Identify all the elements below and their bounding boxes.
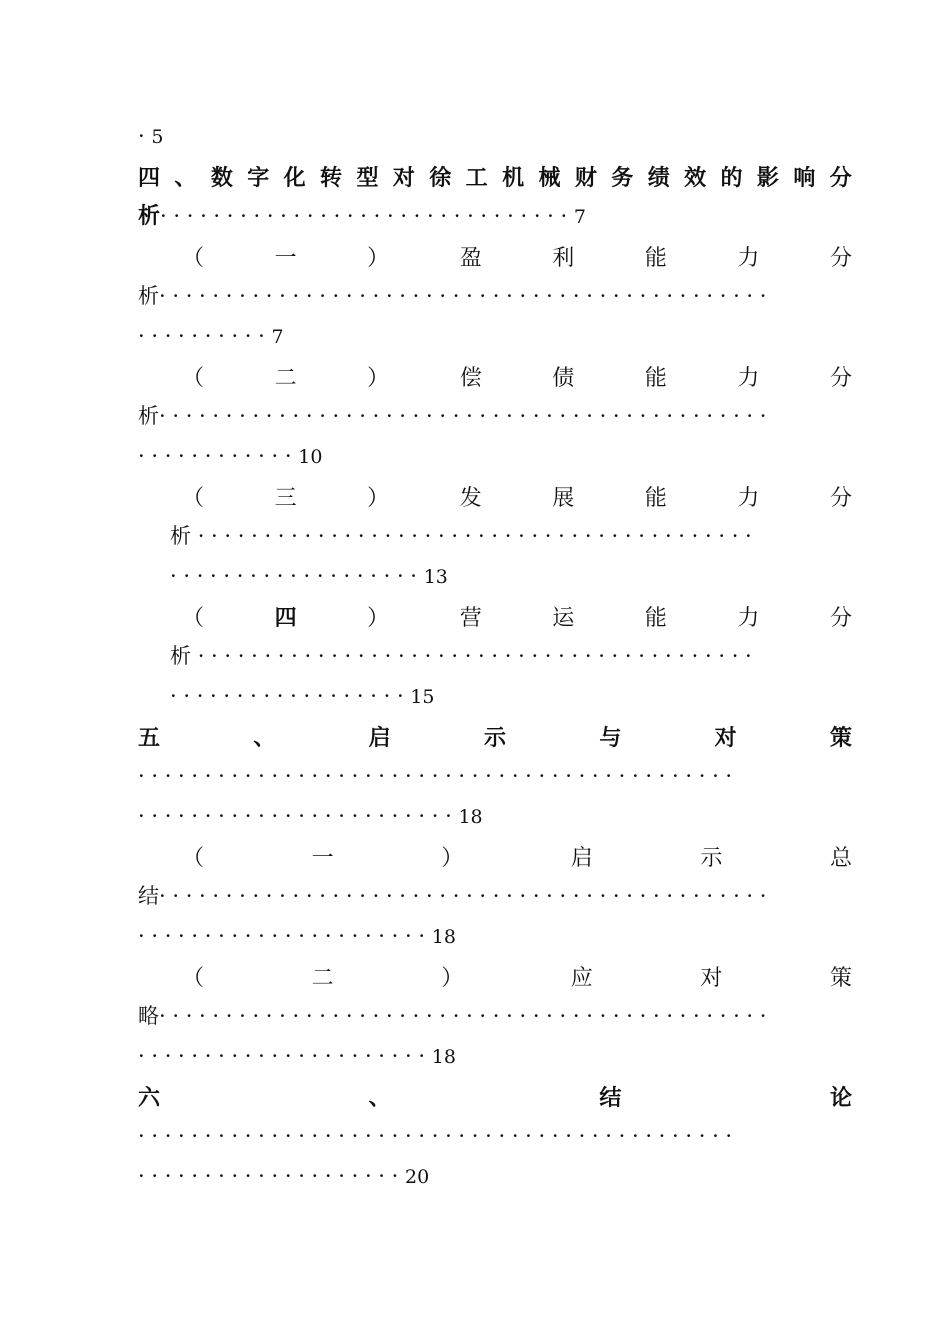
entry-char: ） (367, 605, 390, 631)
heading-char: 财 (574, 165, 597, 191)
entry-char: 二 (311, 965, 334, 991)
entry-char: 债 (552, 365, 575, 391)
page-number: 18 (431, 926, 456, 948)
entry-char: ） (441, 965, 464, 991)
leader-dots: · · · · · · · · · · · · · · · · · · · · · · · · · · · · · · · · · · · · · · · · · · · · · · (159, 884, 767, 908)
entry-char: 略 (138, 1004, 159, 1028)
page-number: 18 (458, 806, 483, 828)
entry-char: 应 (570, 965, 593, 991)
heading-char: 策 (829, 725, 852, 751)
page-number: 10 (298, 446, 323, 468)
toc-continuation-line (138, 116, 163, 156)
toc-heading-sec4[interactable] (138, 156, 852, 196)
heading-char: 对 (392, 165, 415, 191)
heading-char: 五 (138, 725, 161, 751)
heading-char: 徐 (429, 165, 452, 191)
heading-char: 务 (611, 165, 634, 191)
leader-dots: · · · · · · · · · · · · · · · · · · · · · · · · · · · · · · · · · · · · · · · · · · (197, 644, 752, 668)
entry-char: （ (182, 245, 205, 271)
heading-char: 对 (714, 725, 737, 751)
heading-char: 工 (465, 165, 488, 191)
toc-entry-4-4[interactable] (182, 596, 852, 636)
entry-char: 析 (138, 284, 159, 308)
entry-char: 析 (138, 404, 159, 428)
leader-dots: · · · · · · · · · · · · · · · · · · · · · · · · · · · · · · · · · · · · · · · · · · · · · · (159, 284, 767, 308)
heading-char: 、 (174, 165, 197, 191)
entry-char: 策 (829, 965, 852, 991)
heading-char: 四 (138, 165, 161, 191)
leader-dots: · · · · · · · · · · · · · · · · · · · · · · · · · · · · · · · · · · · · · · · · · · · · · (138, 764, 733, 788)
leader-dots: · · · · · · · · · · · · · · · · · · · · · · · · · · · · · · · · · · · · · · · · · · (197, 524, 752, 548)
toc-leader-line (138, 396, 852, 436)
leader-dots: · · · · · · · · · · · · · · · · · · · · (138, 1164, 399, 1188)
leader-dots: · · · · · · · · · · (138, 324, 265, 348)
entry-char: 分 (829, 485, 852, 511)
entry-char: 四 (274, 605, 297, 631)
entry-char: （ (182, 485, 205, 511)
heading-char: 与 (599, 725, 622, 751)
heading-char: 字 (247, 165, 270, 191)
entry-char: 力 (737, 245, 760, 271)
toc-leader-line (138, 1156, 429, 1196)
leader-dots: · · · · · · · · · · · · · · · · · · · · · · · · · · · · · · · · · · · · · · · · · · · · · · (159, 1004, 767, 1028)
heading-char: 绩 (647, 165, 670, 191)
entry-char: 力 (737, 365, 760, 391)
entry-char: 能 (644, 365, 667, 391)
toc-leader-line (138, 796, 483, 836)
page-number: 13 (423, 566, 448, 588)
toc-entry-4-2[interactable] (182, 356, 852, 396)
heading-char: 型 (356, 165, 379, 191)
toc-leader-line (138, 276, 852, 316)
entry-char: 力 (737, 485, 760, 511)
heading-char: 影 (756, 165, 779, 191)
leader-dots: · · · · · · · · · · · · · · · · · · · · · · (138, 1044, 426, 1068)
heading-char: 的 (720, 165, 743, 191)
toc-entry-5-1[interactable] (182, 836, 852, 876)
entry-char: 析 (170, 524, 191, 548)
leader-dots: · · · · · · · · · · · · (138, 444, 292, 468)
toc-leader-line (138, 196, 586, 236)
entry-char: ） (367, 245, 390, 271)
toc-leader-line (170, 676, 435, 716)
entry-char: 结 (138, 884, 159, 908)
leader-dots: · · · · · · · · · · · · · · · · · · (170, 684, 404, 708)
entry-char: 二 (274, 365, 297, 391)
heading-char: 械 (538, 165, 561, 191)
toc-leader-line (138, 316, 284, 356)
entry-char: ） (441, 845, 464, 871)
entry-char: 分 (829, 245, 852, 271)
entry-char: 能 (644, 245, 667, 271)
heading-char: 数 (210, 165, 233, 191)
heading-char: 效 (684, 165, 707, 191)
toc-entry-4-1[interactable] (182, 236, 852, 276)
entry-char: 一 (311, 845, 334, 871)
entry-char: 启 (570, 845, 593, 871)
page-number: 5 (151, 126, 164, 148)
heading-char: 响 (793, 165, 816, 191)
heading-char: 分 (829, 165, 852, 191)
toc-leader-line (170, 516, 852, 556)
entry-char: 发 (459, 485, 482, 511)
toc-heading-sec5[interactable] (138, 716, 852, 756)
entry-char: 总 (829, 845, 852, 871)
leader-dots: · · · · · · · · · · · · · · · · · · · · · · · · (138, 804, 452, 828)
heading-char: 启 (368, 725, 391, 751)
heading-char: 、 (253, 725, 276, 751)
entry-char: 展 (552, 485, 575, 511)
entry-char: 能 (644, 485, 667, 511)
toc-entry-5-2[interactable] (182, 956, 852, 996)
toc-leader-line (138, 436, 322, 476)
entry-char: 盈 (459, 245, 482, 271)
entry-char: （ (182, 845, 205, 871)
entry-char: （ (182, 965, 205, 991)
toc-leader-line (138, 876, 852, 916)
entry-char: 三 (274, 485, 297, 511)
entry-char: 析 (170, 644, 191, 668)
toc-leader-line (138, 996, 852, 1036)
page-number: 18 (431, 1046, 456, 1068)
entry-char: （ (182, 365, 205, 391)
heading-char: 机 (502, 165, 525, 191)
toc-leader-line (138, 1116, 852, 1156)
entry-char: ） (367, 365, 390, 391)
toc-leader-line (138, 756, 852, 796)
entry-char: 能 (644, 605, 667, 631)
heading-char: 转 (320, 165, 343, 191)
entry-char: 利 (552, 245, 575, 271)
page-number: 20 (405, 1166, 430, 1188)
heading-char: 六 (138, 1085, 161, 1111)
page-number: 15 (410, 686, 435, 708)
leader-dots: · · · · · · · · · · · · · · · · · · · · · · · · · · · · · · · · · · · · · · · · · · · · · (138, 1124, 733, 1148)
heading-char: 示 (483, 725, 506, 751)
entry-char: 营 (459, 605, 482, 631)
entry-char: 分 (829, 365, 852, 391)
entry-char: 对 (700, 965, 723, 991)
leader-dots: · · · · · · · · · · · · · · · · · · · (170, 564, 417, 588)
entry-char: 力 (737, 605, 760, 631)
heading-char: 结 (599, 1085, 622, 1111)
entry-char: 示 (700, 845, 723, 871)
heading-char: 论 (829, 1085, 852, 1111)
toc-heading-sec6[interactable] (138, 1076, 852, 1116)
heading-char: 、 (368, 1085, 391, 1111)
heading-char: 析 (138, 204, 161, 229)
entry-char: 运 (552, 605, 575, 631)
entry-char: 一 (274, 245, 297, 271)
entry-char: （ (182, 605, 205, 631)
entry-char: ） (367, 485, 390, 511)
leader-dots: · · · · · · · · · · · · · · · · · · · · · · · · · · · · · · · · · · · · · · · · · · · · · · (159, 404, 767, 428)
entry-char: 偿 (459, 365, 482, 391)
toc-leader-line (138, 916, 456, 956)
leader-dots: · · · · · · · · · · · · · · · · · · · · · · · · · · · · · · · (160, 204, 568, 228)
entry-char: 分 (829, 605, 852, 631)
heading-char: 化 (283, 165, 306, 191)
toc-entry-4-3[interactable] (182, 476, 852, 516)
toc-leader-line (170, 556, 448, 596)
toc-leader-line (138, 1036, 456, 1076)
leader-dots: · (138, 124, 145, 148)
leader-dots: · · · · · · · · · · · · · · · · · · · · · · (138, 924, 426, 948)
page-number: 7 (271, 326, 284, 348)
page-number: 7 (573, 206, 586, 228)
toc-leader-line (170, 636, 852, 676)
